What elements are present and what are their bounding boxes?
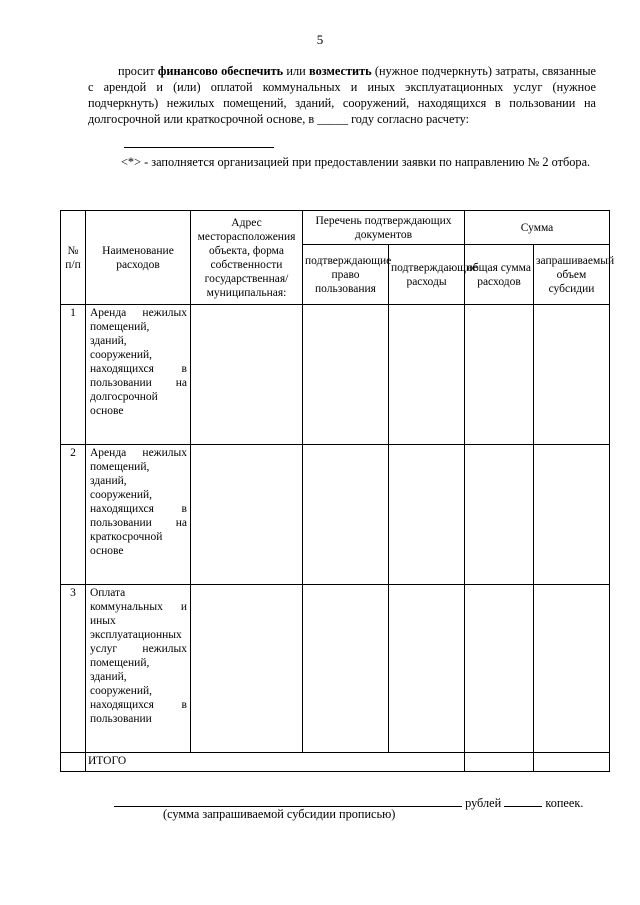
header-sum: Сумма	[465, 211, 610, 245]
sum-caption: (сумма запрашиваемой субсидии прописью)	[163, 807, 396, 821]
page-number: 5	[316, 32, 324, 47]
header-number: № п/п	[61, 211, 86, 305]
row-name: Аренда нежилых помещений, зданий, сооружений, находящихся в пользовании на краткосрочной основе	[86, 445, 191, 585]
cell-sum-total	[465, 585, 534, 753]
total-requested	[534, 753, 610, 772]
intro-word-or: или	[286, 64, 306, 78]
header-documents: Перечень подтверждающих документов	[303, 211, 465, 245]
intro-bold-finance: финансово обеспечить	[157, 64, 284, 78]
footnote-separator	[124, 147, 274, 148]
intro-rest: (нужное подчеркнуть) затраты, связанные с арендой и (или) оплатой коммунальных и иных эксплуатационных услуг (нужное подчеркнуть) нежилых помещений, зданий, сооружений, находящихся в пользовании на долгосрочной или краткосрочной основе, в _____ году согласно расчету:	[88, 64, 596, 126]
cell-sum-requested	[534, 305, 610, 445]
cell-docs-expenses	[389, 445, 465, 585]
cell-address	[191, 305, 303, 445]
row-name: Оплата коммунальных и иных эксплуатационных услуг нежилых помещений, зданий, сооружений, находящихся в пользовании	[86, 585, 191, 753]
cell-sum-requested	[534, 585, 610, 753]
footnote: <*> - заполняется организацией при предоставлении заявки по направлению № 2 отбора.	[121, 155, 591, 169]
total-label: ИТОГО	[86, 753, 465, 772]
total-row-number	[61, 753, 86, 772]
header-name: Наименование расходов	[86, 211, 191, 305]
row-number: 1	[61, 305, 86, 445]
header-address: Адрес месторасположения объекта, форма собственности государственная/ муниципальная:	[191, 211, 303, 305]
header-sum-requested: запрашиваемый объем субсидии	[534, 245, 610, 305]
total-row	[61, 753, 610, 772]
cell-docs-right	[303, 445, 389, 585]
header-docs-right-of-use: подтверждающие право пользования	[303, 245, 389, 305]
table-row	[61, 445, 610, 585]
kopecks-blank	[504, 795, 542, 807]
cell-address	[191, 445, 303, 585]
row-number: 3	[61, 585, 86, 753]
cell-address	[191, 585, 303, 753]
cell-sum-requested	[534, 445, 610, 585]
header-docs-expenses: подтверждающие расходы	[389, 245, 465, 305]
expenses-table	[60, 210, 615, 772]
intro-paragraph	[88, 63, 596, 127]
cell-docs-expenses	[389, 585, 465, 753]
intro-word: просит	[118, 64, 155, 78]
total-sum	[465, 753, 534, 772]
cell-docs-right	[303, 585, 389, 753]
cell-sum-total	[465, 305, 534, 445]
kopecks-label: копеек.	[545, 796, 584, 810]
intro-bold-reimburse: возместить	[309, 64, 372, 78]
sum-words-blank	[114, 795, 462, 807]
cell-docs-right	[303, 305, 389, 445]
rubles-label: рублей	[465, 796, 502, 810]
table-row	[61, 585, 610, 753]
cell-sum-total	[465, 445, 534, 585]
row-number: 2	[61, 445, 86, 585]
header-sum-total: общая сумма расходов	[465, 245, 534, 305]
table-row	[61, 305, 610, 445]
row-name: Аренда нежилых помещений, зданий, сооружений, находящихся в пользовании на долгосрочной основе	[86, 305, 191, 445]
cell-docs-expenses	[389, 305, 465, 445]
